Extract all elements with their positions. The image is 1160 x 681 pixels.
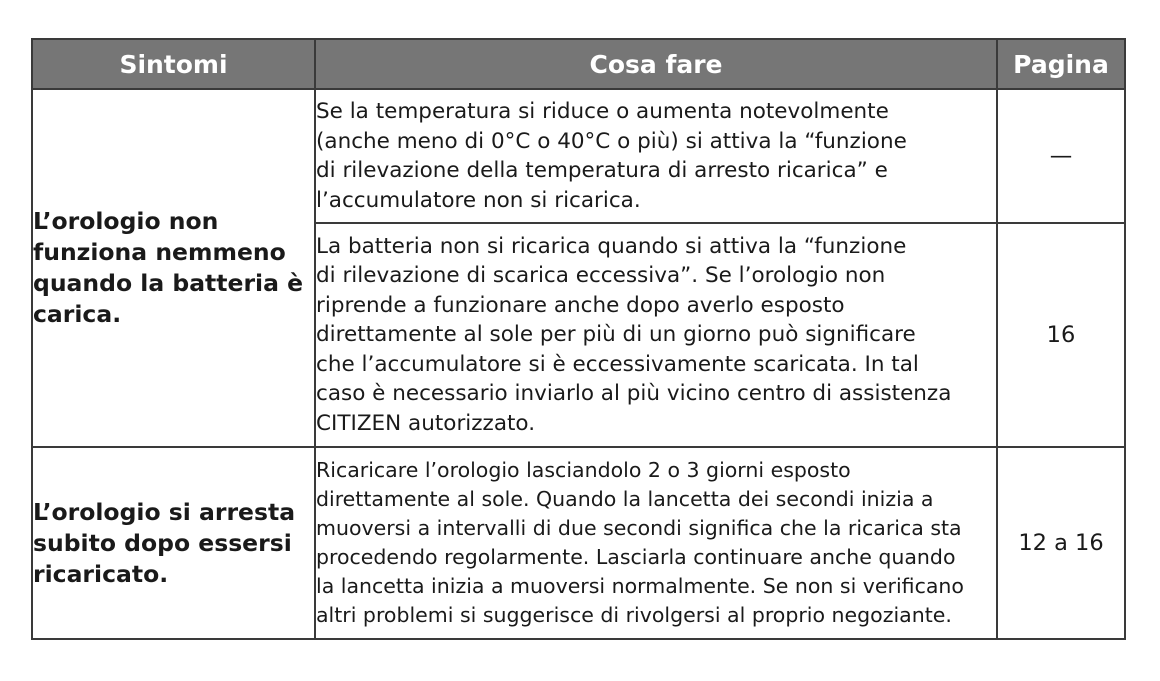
- page-cell: 16: [997, 223, 1125, 447]
- action-line: che l’accumulatore si è eccessivamente scaricata. In tal: [316, 351, 919, 377]
- table-row: [32, 89, 1125, 223]
- action-cell: [315, 223, 997, 447]
- symptom-cell: [32, 447, 315, 639]
- table-row: [32, 447, 1125, 639]
- action-line: altri problemi si suggerisce di rivolgersi al proprio negoziante.: [316, 603, 952, 627]
- action-cell: [315, 447, 997, 639]
- page-cell: —: [997, 89, 1125, 223]
- action-cell: [315, 89, 997, 223]
- action-line: di rilevazione della temperatura di arresto ricarica” e: [316, 158, 888, 183]
- symptom-line: L’orologio si arresta: [33, 497, 296, 526]
- action-line: caso è necessario inviarlo al più vicino centro di assistenza: [316, 381, 952, 407]
- troubleshooting-table: [31, 38, 1126, 640]
- action-line: (anche meno di 0°C o 40°C o più) si attiva la “funzione: [316, 128, 907, 154]
- action-line: direttamente al sole per più di un giorno può significare: [316, 322, 916, 348]
- symptom-line: subito dopo essersi: [33, 528, 292, 557]
- action-line: procedendo regolarmente. Lasciarla continuare anche quando: [316, 545, 956, 569]
- header-page: Pagina: [997, 39, 1125, 89]
- action-line: riprende a funzionare anche dopo averlo esposto: [316, 292, 845, 318]
- symptom-line: L’orologio non: [33, 207, 219, 235]
- symptom-line: quando la batteria è: [33, 269, 304, 297]
- action-line: CITIZEN autorizzato.: [316, 410, 536, 436]
- action-line: direttamente al sole. Quando la lancetta dei secondi inizia a: [316, 487, 934, 511]
- header-row: [32, 39, 1125, 89]
- action-line: Se la temperatura si riduce o aumenta notevolmente: [316, 99, 889, 124]
- symptom-cell: [32, 89, 315, 447]
- table-body: [32, 89, 1125, 639]
- action-line: Ricaricare l’orologio lasciandolo 2 o 3 giorni esposto: [316, 458, 851, 482]
- header-action: Cosa fare: [315, 39, 997, 89]
- table-header: [32, 39, 1125, 89]
- symptom-line: funziona nemmeno: [33, 238, 286, 266]
- action-line: di rilevazione di scarica eccessiva”. Se l’orologio non: [316, 263, 886, 289]
- symptom-line: ricaricato.: [33, 559, 169, 588]
- action-line: la lancetta inizia a muoversi normalmente. Se non si verificano: [316, 574, 964, 598]
- page-cell: 12 a 16: [997, 447, 1125, 639]
- action-line: muoversi a intervalli di due secondi significa che la ricarica sta: [316, 516, 962, 540]
- symptom-line: carica.: [33, 300, 122, 328]
- action-line: l’accumulatore non si ricarica.: [316, 187, 641, 213]
- header-symptoms: Sintomi: [32, 39, 315, 89]
- action-line: La batteria non si ricarica quando si attiva la “funzione: [316, 233, 907, 259]
